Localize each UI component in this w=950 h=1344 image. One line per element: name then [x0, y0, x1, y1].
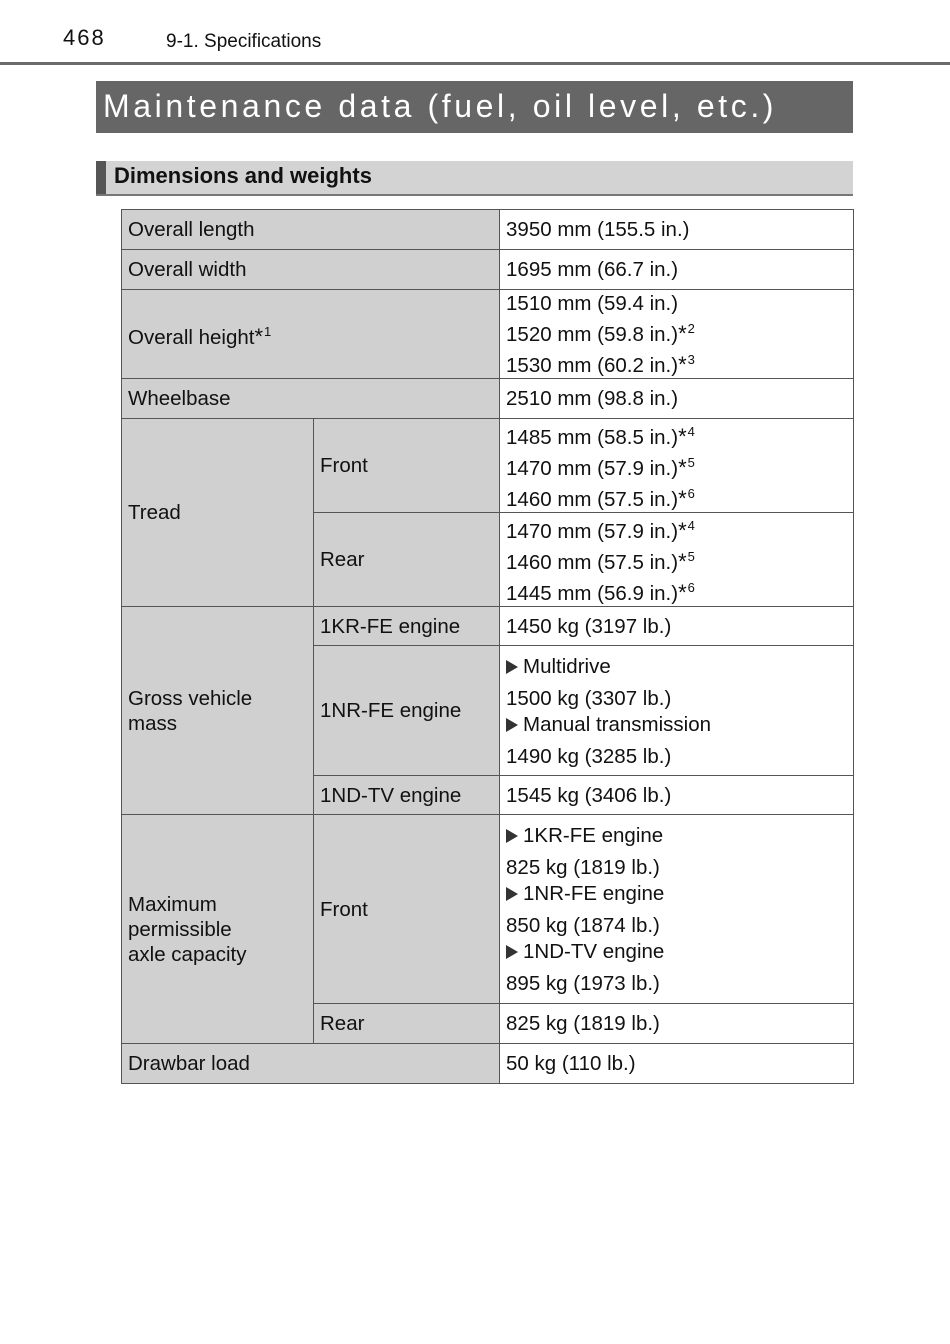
row-sublabel-1nr-fe	[314, 646, 500, 776]
label-text: 1ND-TV engine	[320, 783, 462, 807]
label-text: 1NR-FE engine	[320, 699, 462, 722]
label-text: Wheelbase	[128, 387, 231, 410]
label-text: axle capacity	[128, 942, 247, 966]
row-label-tread	[122, 419, 314, 607]
bullet-item: Manual transmission	[506, 712, 847, 737]
row-label-gross-vehicle-mass	[122, 607, 314, 815]
row-value-tread-rear	[500, 513, 854, 607]
section-reference: 9-1. Specifications	[166, 31, 322, 52]
footnote-star: *	[254, 323, 264, 349]
bullet-item: 1KR-FE engine	[506, 823, 847, 848]
value-line: 1520 mm (59.8 in.)*$^2$	[506, 320, 695, 346]
triangle-bullet-icon	[506, 718, 518, 732]
label-text: Rear	[320, 1012, 365, 1035]
value-text: 1545 kg (3406 lb.)	[506, 783, 672, 807]
value-text: 1490 kg (3285 lb.)	[506, 744, 672, 768]
row-sublabel-tread-front	[314, 419, 500, 513]
row-label-overall-height	[122, 290, 500, 379]
row-value-axle-front	[500, 815, 854, 1004]
footnote-number: 1	[264, 323, 272, 339]
row-value-1nd-tv	[500, 776, 854, 815]
value-line: 1510 mm (59.4 in.)	[506, 291, 679, 315]
row-value-tread-front	[500, 419, 854, 513]
value-line: 1470 mm (57.9 in.)*$^4$	[506, 518, 695, 543]
bullet-item: 1ND-TV engine	[506, 939, 847, 964]
value-text: 850 kg (1874 lb.)	[506, 914, 660, 937]
row-sublabel-tread-rear	[314, 513, 500, 607]
label-text: 1KR-FE engine	[320, 614, 461, 638]
label-text: Overall height	[128, 325, 255, 349]
label-text: Overall width	[128, 258, 247, 281]
label-text: Tread	[128, 501, 181, 524]
row-sublabel-axle-rear	[314, 1004, 500, 1044]
table-row	[122, 419, 854, 513]
triangle-bullet-icon	[506, 887, 518, 901]
triangle-bullet-icon	[506, 660, 518, 674]
table-row	[122, 250, 854, 290]
header-divider	[0, 62, 950, 65]
page-number: 468	[63, 25, 106, 50]
label-text: mass	[128, 711, 177, 735]
triangle-bullet-icon	[506, 945, 518, 959]
value-line: 1470 mm (57.9 in.)*$^5$	[506, 455, 695, 480]
row-value-overall-height	[500, 290, 854, 379]
value-line: 1460 mm (57.5 in.)*$^5$	[506, 549, 695, 574]
row-value-axle-rear	[500, 1004, 854, 1044]
bullet-item: Multidrive	[506, 654, 847, 679]
table-row	[122, 815, 854, 1004]
value-text: 1695 mm (66.7 in.)	[506, 258, 679, 281]
row-label-overall-width	[122, 250, 500, 290]
chapter-title-banner	[96, 81, 853, 133]
label-text: Maximum	[128, 892, 217, 916]
value-line: 1445 mm (56.9 in.)*$^6$	[506, 580, 695, 605]
dimensions-weights-table	[121, 209, 854, 1084]
value-text: 825 kg (1819 lb.)	[506, 1012, 660, 1035]
row-value-1kr-fe	[500, 607, 854, 646]
label-text: permissible	[128, 917, 232, 941]
bullet-item: 1NR-FE engine	[506, 881, 847, 906]
label-text: Rear	[320, 548, 365, 571]
subsection-header	[96, 161, 853, 196]
subsection-accent	[96, 161, 106, 194]
value-text: 2510 mm (98.8 in.)	[506, 387, 679, 410]
label-text: Drawbar load	[128, 1052, 250, 1075]
row-value-overall-width	[500, 250, 854, 290]
row-sublabel-1nd-tv	[314, 776, 500, 815]
value-text: 1500 kg (3307 lb.)	[506, 686, 672, 710]
row-value-wheelbase	[500, 379, 854, 419]
label-text: Gross vehicle	[128, 686, 253, 710]
table-row	[122, 607, 854, 646]
row-label-overall-length	[122, 210, 500, 250]
value-line: 1485 mm (58.5 in.)*$^4$	[506, 424, 695, 449]
value-text: 825 kg (1819 lb.)	[506, 856, 660, 879]
row-value-overall-length	[500, 210, 854, 250]
subsection-title: Dimensions and weights	[114, 163, 372, 188]
table-row	[122, 1044, 854, 1084]
row-sublabel-axle-front	[314, 815, 500, 1004]
row-value-drawbar-load	[500, 1044, 854, 1084]
value-line: 1460 mm (57.5 in.)*$^6$	[506, 486, 695, 511]
row-label-axle-capacity	[122, 815, 314, 1044]
table-row	[122, 210, 854, 250]
table-row	[122, 379, 854, 419]
table-row	[122, 290, 854, 379]
label-text: Overall length	[128, 218, 255, 241]
value-text: 50 kg (110 lb.)	[506, 1052, 636, 1075]
row-value-1nr-fe	[500, 646, 854, 776]
value-line: 1530 mm (60.2 in.)*$^3$	[506, 351, 695, 377]
label-text: Front	[320, 897, 368, 921]
label-text: Front	[320, 454, 368, 477]
chapter-title: Maintenance data (fuel, oil level, etc.)	[103, 88, 778, 124]
row-sublabel-1kr-fe	[314, 607, 500, 646]
triangle-bullet-icon	[506, 829, 518, 843]
value-text: 1450 kg (3197 lb.)	[506, 614, 672, 638]
value-text: 895 kg (1973 lb.)	[506, 972, 660, 995]
row-label-wheelbase	[122, 379, 500, 419]
row-label-drawbar-load	[122, 1044, 500, 1084]
value-text: 3950 mm (155.5 in.)	[506, 218, 690, 241]
